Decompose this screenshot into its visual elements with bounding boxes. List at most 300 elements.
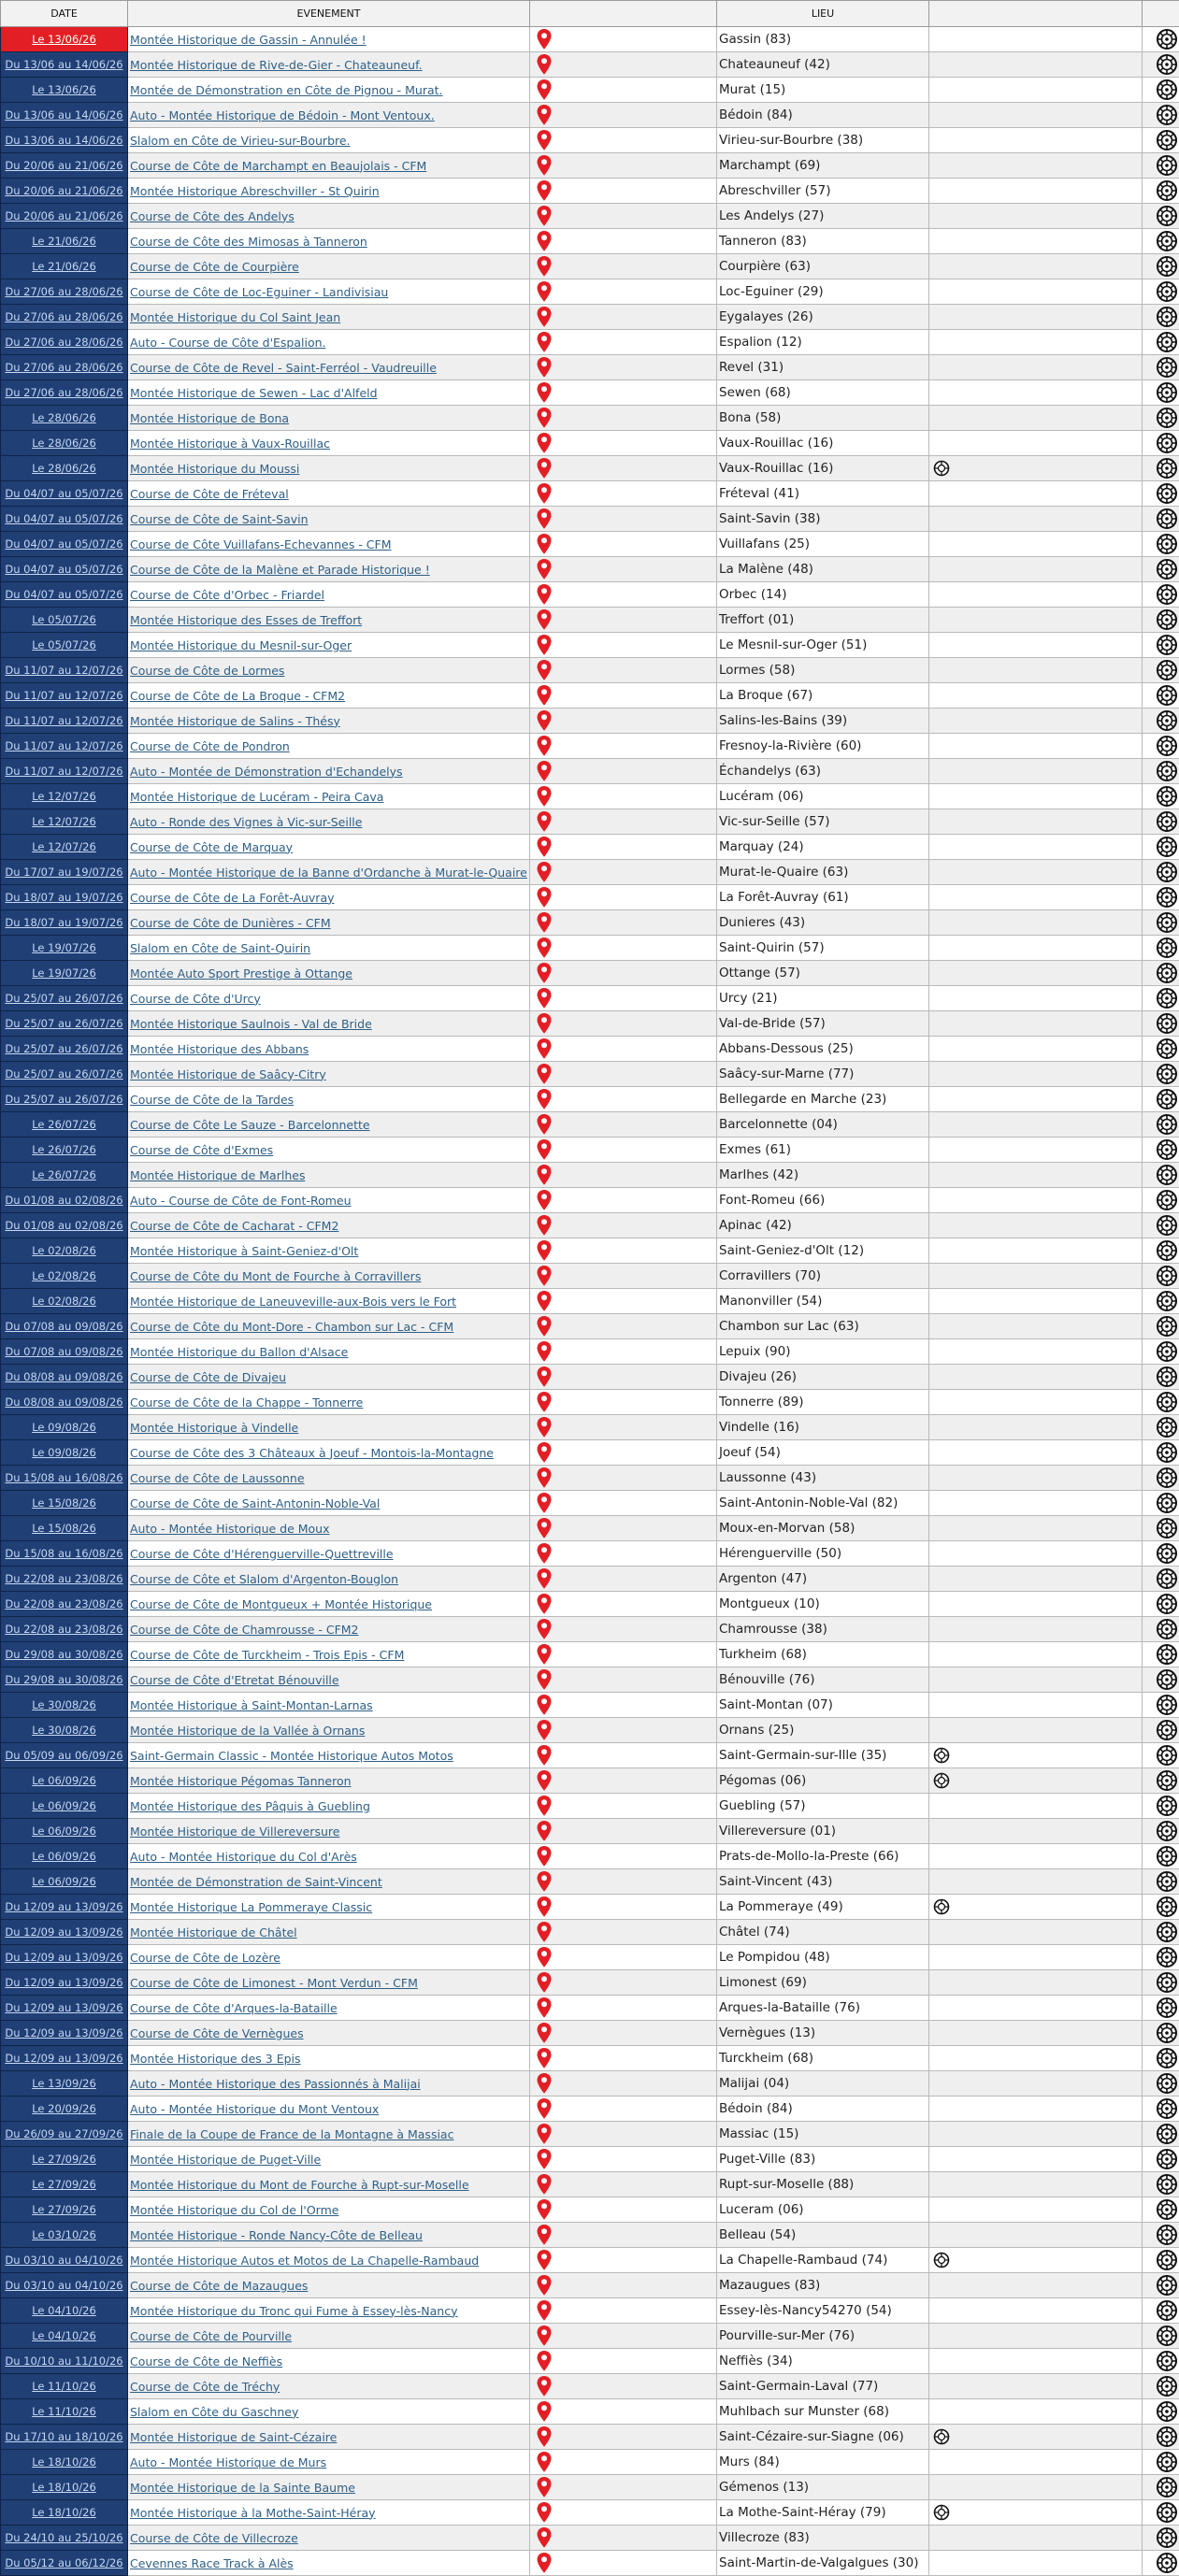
date-link[interactable]: Du 12/09 au 13/09/26 bbox=[5, 1900, 122, 1913]
club-logo-icon[interactable] bbox=[1154, 1596, 1178, 1610]
event-link[interactable]: Course de Côte Vuillafans-Echevannes - CFM bbox=[130, 537, 392, 551]
event-link[interactable]: Course de Côte de Pondron bbox=[130, 739, 290, 753]
map-pin-icon[interactable] bbox=[536, 2097, 714, 2120]
event-link[interactable]: Montée Historique du Col de l'Orme bbox=[130, 2203, 338, 2217]
event-link[interactable]: Course de Côte Le Sauze - Barcelonnette bbox=[130, 1118, 370, 1132]
map-pin-icon[interactable] bbox=[536, 2325, 714, 2347]
date-link[interactable]: Du 13/06 au 14/06/26 bbox=[5, 58, 122, 71]
map-pin-icon[interactable] bbox=[536, 432, 714, 454]
map-pin-icon[interactable] bbox=[536, 1820, 714, 1842]
map-pin-icon[interactable] bbox=[536, 1542, 714, 1565]
club-logo-icon[interactable] bbox=[1154, 284, 1178, 298]
date-link[interactable]: Le 18/10/26 bbox=[32, 2455, 96, 2469]
badge-icon[interactable] bbox=[933, 461, 950, 475]
date-link[interactable]: Du 11/07 au 12/07/26 bbox=[5, 689, 122, 702]
event-link[interactable]: Slalom en Côte de Saint-Quirin bbox=[130, 941, 310, 955]
club-logo-icon[interactable] bbox=[1154, 537, 1178, 551]
club-logo-icon[interactable] bbox=[1154, 2253, 1178, 2267]
map-pin-icon[interactable] bbox=[536, 1416, 714, 1438]
event-link[interactable]: Course de Côte de Cacharat - CFM2 bbox=[130, 1219, 338, 1233]
event-link[interactable]: Montée Historique Saulnois - Val de Bride bbox=[130, 1017, 372, 1031]
event-link[interactable]: Auto - Montée Historique de Murs bbox=[130, 2455, 326, 2469]
event-link[interactable]: Course de Côte de La Broque - CFM2 bbox=[130, 689, 345, 703]
map-pin-icon[interactable] bbox=[536, 937, 714, 959]
date-link[interactable]: Le 18/10/26 bbox=[32, 2481, 96, 2494]
map-pin-icon[interactable] bbox=[536, 1492, 714, 1514]
club-logo-icon[interactable] bbox=[1154, 1344, 1178, 1358]
club-logo-icon[interactable] bbox=[1154, 82, 1178, 96]
map-pin-icon[interactable] bbox=[536, 1618, 714, 1640]
event-link[interactable]: Montée Historique - Ronde Nancy-Côte de Belleau bbox=[130, 2228, 423, 2242]
event-link[interactable]: Course de Côte de Courpière bbox=[130, 260, 299, 274]
event-link[interactable]: Montée Historique des Pâquis à Guebling bbox=[130, 1799, 370, 1813]
map-pin-icon[interactable] bbox=[536, 836, 714, 858]
date-link[interactable]: Le 21/06/26 bbox=[32, 235, 96, 248]
club-logo-icon[interactable] bbox=[1154, 183, 1178, 197]
date-link[interactable]: Du 15/08 au 16/08/26 bbox=[5, 1471, 122, 1484]
map-pin-icon[interactable] bbox=[536, 179, 714, 202]
club-logo-icon[interactable] bbox=[1154, 1395, 1178, 1409]
event-link[interactable]: Course de Côte du Mont de Fourche à Corravillers bbox=[130, 1269, 421, 1283]
date-link[interactable]: Le 15/08/26 bbox=[32, 1522, 96, 1535]
date-link[interactable]: Le 28/06/26 bbox=[32, 436, 96, 450]
event-link[interactable]: Auto - Montée Historique du Mont Ventoux bbox=[130, 2102, 379, 2116]
event-link[interactable]: Course de Côte de La Forêt-Auvray bbox=[130, 891, 335, 905]
map-pin-icon[interactable] bbox=[536, 861, 714, 883]
map-pin-icon[interactable] bbox=[536, 1113, 714, 1136]
event-link[interactable]: Montée Historique des 3 Epis bbox=[130, 2052, 301, 2066]
event-link[interactable]: Montée Historique à Saint-Montan-Larnas bbox=[130, 1698, 373, 1712]
event-link[interactable]: Montée Historique de Sewen - Lac d'Alfeld bbox=[130, 386, 378, 400]
map-pin-icon[interactable] bbox=[536, 1845, 714, 1868]
event-link[interactable]: Montée Historique de Laneuveville-aux-Bois vers le Fort bbox=[130, 1295, 456, 1309]
date-link[interactable]: Le 12/07/26 bbox=[32, 790, 96, 803]
event-link[interactable]: Cevennes Race Track à Alès bbox=[130, 2556, 294, 2570]
event-link[interactable]: Course de Côte des Andelys bbox=[130, 209, 295, 223]
club-logo-icon[interactable] bbox=[1154, 587, 1178, 601]
date-link[interactable]: Le 13/06/26 bbox=[32, 33, 96, 46]
map-pin-icon[interactable] bbox=[536, 1719, 714, 1741]
event-link[interactable]: Montée Historique de Saint-Cézaire bbox=[130, 2430, 337, 2444]
date-link[interactable]: Du 12/09 au 13/09/26 bbox=[5, 1925, 122, 1939]
event-link[interactable]: Course de Côte de Chamrousse - CFM2 bbox=[130, 1623, 359, 1637]
club-logo-icon[interactable] bbox=[1154, 410, 1178, 424]
date-link[interactable]: Le 02/08/26 bbox=[32, 1295, 96, 1308]
map-pin-icon[interactable] bbox=[536, 709, 714, 732]
club-logo-icon[interactable] bbox=[1154, 839, 1178, 853]
event-link[interactable]: Course de Côte de Vernègues bbox=[130, 2026, 304, 2040]
date-link[interactable]: Du 04/07 au 05/07/26 bbox=[5, 537, 122, 551]
club-logo-icon[interactable] bbox=[1154, 1697, 1178, 1711]
date-link[interactable]: Du 12/09 au 13/09/26 bbox=[5, 2026, 122, 2039]
date-link[interactable]: Du 11/07 au 12/07/26 bbox=[5, 664, 122, 677]
map-pin-icon[interactable] bbox=[536, 1971, 714, 1994]
date-link[interactable]: Du 25/07 au 26/07/26 bbox=[5, 1093, 122, 1106]
map-pin-icon[interactable] bbox=[536, 1870, 714, 1893]
event-link[interactable]: Montée Historique de Lucéram - Peira Cava bbox=[130, 790, 383, 804]
map-pin-icon[interactable] bbox=[536, 1567, 714, 1590]
club-logo-icon[interactable] bbox=[1154, 335, 1178, 349]
map-pin-icon[interactable] bbox=[536, 533, 714, 555]
club-logo-icon[interactable] bbox=[1154, 1268, 1178, 1282]
club-logo-icon[interactable] bbox=[1154, 1748, 1178, 1762]
club-logo-icon[interactable] bbox=[1154, 2051, 1178, 2065]
map-pin-icon[interactable] bbox=[536, 2350, 714, 2372]
map-pin-icon[interactable] bbox=[536, 760, 714, 782]
event-link[interactable]: Montée Auto Sport Prestige à Ottange bbox=[130, 966, 352, 980]
map-pin-icon[interactable] bbox=[536, 1744, 714, 1767]
event-link[interactable]: Montée Historique Abreschviller - St Quirin bbox=[130, 184, 380, 198]
date-link[interactable]: Le 04/10/26 bbox=[32, 2304, 96, 2317]
map-pin-icon[interactable] bbox=[536, 2072, 714, 2095]
date-link[interactable]: Le 27/09/26 bbox=[32, 2178, 96, 2191]
event-link[interactable]: Montée Historique de Saâcy-Citry bbox=[130, 1067, 326, 1081]
badge-icon[interactable] bbox=[933, 1748, 950, 1762]
club-logo-icon[interactable] bbox=[1154, 940, 1178, 954]
event-link[interactable]: Slalom en Côte du Gaschney bbox=[130, 2405, 298, 2419]
date-link[interactable]: Du 11/07 au 12/07/26 bbox=[5, 714, 122, 727]
date-link[interactable]: Le 21/06/26 bbox=[32, 260, 96, 273]
map-pin-icon[interactable] bbox=[536, 1921, 714, 1943]
event-link[interactable]: Auto - Course de Côte de Font-Romeu bbox=[130, 1194, 352, 1208]
map-pin-icon[interactable] bbox=[536, 1063, 714, 1085]
date-link[interactable]: Du 04/07 au 05/07/26 bbox=[5, 487, 122, 500]
map-pin-icon[interactable] bbox=[536, 684, 714, 707]
club-logo-icon[interactable] bbox=[1154, 1470, 1178, 1484]
map-pin-icon[interactable] bbox=[536, 2451, 714, 2473]
event-link[interactable]: Auto - Montée Historique de la Banne d'Ordanche à Murat-le-Quaire bbox=[130, 866, 527, 880]
event-link[interactable]: Course de Côte d'Etretat Bénouville bbox=[130, 1673, 339, 1687]
date-link[interactable]: Du 26/09 au 27/09/26 bbox=[5, 2127, 122, 2140]
event-link[interactable]: Course de Côte d'Exmes bbox=[130, 1143, 273, 1157]
date-link[interactable]: Du 20/06 au 21/06/26 bbox=[5, 159, 122, 172]
club-logo-icon[interactable] bbox=[1154, 1016, 1178, 1030]
date-link[interactable]: Du 13/06 au 14/06/26 bbox=[5, 134, 122, 147]
map-pin-icon[interactable] bbox=[536, 104, 714, 126]
map-pin-icon[interactable] bbox=[536, 2148, 714, 2170]
event-link[interactable]: Course de Côte d'Orbec - Friardel bbox=[130, 588, 324, 602]
event-link[interactable]: Montée Historique de Bona bbox=[130, 411, 289, 425]
map-pin-icon[interactable] bbox=[536, 1189, 714, 1211]
date-link[interactable]: Du 17/10 au 18/10/26 bbox=[5, 2430, 122, 2443]
map-pin-icon[interactable] bbox=[536, 2375, 714, 2397]
date-link[interactable]: Du 05/12 au 06/12/26 bbox=[5, 2556, 122, 2569]
club-logo-icon[interactable] bbox=[1154, 814, 1178, 828]
club-logo-icon[interactable] bbox=[1154, 2177, 1178, 2191]
club-logo-icon[interactable] bbox=[1154, 2379, 1178, 2393]
map-pin-icon[interactable] bbox=[536, 1088, 714, 1110]
club-logo-icon[interactable] bbox=[1154, 1041, 1178, 1055]
event-link[interactable]: Course de Côte de Villecroze bbox=[130, 2531, 298, 2545]
badge-icon[interactable] bbox=[933, 1773, 950, 1787]
club-logo-icon[interactable] bbox=[1154, 1874, 1178, 1888]
club-logo-icon[interactable] bbox=[1154, 966, 1178, 980]
club-logo-icon[interactable] bbox=[1154, 1773, 1178, 1787]
date-link[interactable]: Du 27/06 au 28/06/26 bbox=[5, 361, 122, 374]
date-link[interactable]: Du 08/08 au 09/08/26 bbox=[5, 1395, 122, 1409]
club-logo-icon[interactable] bbox=[1154, 2454, 1178, 2469]
date-link[interactable]: Du 27/06 au 28/06/26 bbox=[5, 386, 122, 399]
club-logo-icon[interactable] bbox=[1154, 1066, 1178, 1080]
map-pin-icon[interactable] bbox=[536, 2299, 714, 2322]
club-logo-icon[interactable] bbox=[1154, 1824, 1178, 1838]
club-logo-icon[interactable] bbox=[1154, 1243, 1178, 1257]
event-link[interactable]: Montée Historique Autos et Motos de La Chapelle-Rambaud bbox=[130, 2254, 479, 2268]
map-pin-icon[interactable] bbox=[536, 306, 714, 328]
date-link[interactable]: Le 28/06/26 bbox=[32, 411, 96, 424]
event-link[interactable]: Montée Historique des Esses de Treffort bbox=[130, 613, 362, 627]
map-pin-icon[interactable] bbox=[536, 255, 714, 278]
date-link[interactable]: Le 19/07/26 bbox=[32, 966, 96, 980]
event-link[interactable]: Montée de Démonstration de Saint-Vincent bbox=[130, 1875, 382, 1889]
club-logo-icon[interactable] bbox=[1154, 208, 1178, 222]
date-link[interactable]: Du 15/08 au 16/08/26 bbox=[5, 1547, 122, 1560]
club-logo-icon[interactable] bbox=[1154, 107, 1178, 122]
date-link[interactable]: Du 04/07 au 05/07/26 bbox=[5, 563, 122, 576]
date-link[interactable]: Le 20/09/26 bbox=[32, 2102, 96, 2115]
map-pin-icon[interactable] bbox=[536, 1795, 714, 1817]
event-link[interactable]: Course de Côte de Tréchy bbox=[130, 2380, 280, 2394]
date-link[interactable]: Le 06/09/26 bbox=[32, 1774, 96, 1787]
club-logo-icon[interactable] bbox=[1154, 1723, 1178, 1737]
map-pin-icon[interactable] bbox=[536, 1441, 714, 1464]
date-link[interactable]: Le 02/08/26 bbox=[32, 1244, 96, 1257]
map-pin-icon[interactable] bbox=[536, 1769, 714, 1792]
event-link[interactable]: Montée Historique du Mont de Fourche à Rupt-sur-Moselle bbox=[130, 2178, 469, 2192]
map-pin-icon[interactable] bbox=[536, 129, 714, 151]
event-link[interactable]: Course de Côte de Fréteval bbox=[130, 487, 289, 501]
map-pin-icon[interactable] bbox=[536, 53, 714, 76]
date-link[interactable]: Le 06/09/26 bbox=[32, 1850, 96, 1863]
date-link[interactable]: Le 19/07/26 bbox=[32, 941, 96, 954]
map-pin-icon[interactable] bbox=[536, 457, 714, 479]
club-logo-icon[interactable] bbox=[1154, 385, 1178, 399]
event-link[interactable]: Course de Côte de Revel - Saint-Ferréol - Vaudreuille bbox=[130, 361, 437, 375]
date-link[interactable]: Du 03/10 au 04/10/26 bbox=[5, 2254, 122, 2267]
date-link[interactable]: Du 20/06 au 21/06/26 bbox=[5, 209, 122, 222]
date-link[interactable]: Le 12/07/26 bbox=[32, 815, 96, 828]
event-link[interactable]: Montée Historique de Villereversure bbox=[130, 1825, 339, 1839]
event-link[interactable]: Course de Côte de Dunières - CFM bbox=[130, 916, 331, 930]
date-link[interactable]: Du 12/09 au 13/09/26 bbox=[5, 1976, 122, 1989]
date-link[interactable]: Du 05/09 au 06/09/26 bbox=[5, 1749, 122, 1762]
club-logo-icon[interactable] bbox=[1154, 2126, 1178, 2140]
map-pin-icon[interactable] bbox=[536, 1214, 714, 1237]
date-link[interactable]: Le 06/09/26 bbox=[32, 1799, 96, 1812]
club-logo-icon[interactable] bbox=[1154, 1445, 1178, 1459]
event-link[interactable]: Course de Côte du Mont-Dore - Chambon sur Lac - CFM bbox=[130, 1320, 453, 1334]
date-link[interactable]: Le 11/10/26 bbox=[32, 2380, 96, 2393]
date-link[interactable]: Du 29/08 au 30/08/26 bbox=[5, 1673, 122, 1686]
date-link[interactable]: Le 30/08/26 bbox=[32, 1698, 96, 1711]
date-link[interactable]: Le 03/10/26 bbox=[32, 2228, 96, 2241]
map-pin-icon[interactable] bbox=[536, 1467, 714, 1489]
club-logo-icon[interactable] bbox=[1154, 2227, 1178, 2241]
date-link[interactable]: Du 12/09 au 13/09/26 bbox=[5, 2001, 122, 2014]
event-link[interactable]: Montée Historique de Salins - Thésy bbox=[130, 714, 340, 728]
date-link[interactable]: Le 13/06/26 bbox=[32, 83, 96, 96]
club-logo-icon[interactable] bbox=[1154, 1294, 1178, 1308]
event-link[interactable]: Course de Côte d'Arques-la-Bataille bbox=[130, 2001, 338, 2015]
club-logo-icon[interactable] bbox=[1154, 637, 1178, 651]
event-link[interactable]: Montée Historique du Col Saint Jean bbox=[130, 310, 340, 324]
map-pin-icon[interactable] bbox=[536, 962, 714, 984]
club-logo-icon[interactable] bbox=[1154, 688, 1178, 702]
club-logo-icon[interactable] bbox=[1154, 2000, 1178, 2014]
event-link[interactable]: Course de Côte de Divajeu bbox=[130, 1370, 286, 1384]
event-link[interactable]: Course de Côte de Montgueux + Montée Historique bbox=[130, 1597, 432, 1611]
date-link[interactable]: Le 05/07/26 bbox=[32, 638, 96, 651]
date-link[interactable]: Du 12/09 au 13/09/26 bbox=[5, 1951, 122, 1964]
event-link[interactable]: Course de Côte de Lozère bbox=[130, 1951, 280, 1965]
club-logo-icon[interactable] bbox=[1154, 2101, 1178, 2115]
map-pin-icon[interactable] bbox=[536, 1290, 714, 1312]
map-pin-icon[interactable] bbox=[536, 1946, 714, 1968]
date-link[interactable]: Du 07/08 au 09/08/26 bbox=[5, 1345, 122, 1358]
club-logo-icon[interactable] bbox=[1154, 1218, 1178, 1232]
event-link[interactable]: Course de Côte de la Malène et Parade Historique ! bbox=[130, 563, 430, 577]
map-pin-icon[interactable] bbox=[536, 356, 714, 379]
date-link[interactable]: Le 09/08/26 bbox=[32, 1446, 96, 1459]
badge-icon[interactable] bbox=[933, 1899, 950, 1913]
map-pin-icon[interactable] bbox=[536, 1996, 714, 2019]
event-link[interactable]: Montée Historique du Tronc qui Fume à Essey-lès-Nancy bbox=[130, 2304, 457, 2318]
club-logo-icon[interactable] bbox=[1154, 2555, 1178, 2569]
date-link[interactable]: Du 10/10 au 11/10/26 bbox=[5, 2354, 122, 2368]
event-link[interactable]: Auto - Montée Historique de Moux bbox=[130, 1522, 330, 1536]
date-link[interactable]: Du 22/08 au 23/08/26 bbox=[5, 1572, 122, 1585]
map-pin-icon[interactable] bbox=[536, 79, 714, 101]
club-logo-icon[interactable] bbox=[1154, 2404, 1178, 2418]
club-logo-icon[interactable] bbox=[1154, 562, 1178, 576]
club-logo-icon[interactable] bbox=[1154, 663, 1178, 677]
club-logo-icon[interactable] bbox=[1154, 2328, 1178, 2342]
club-logo-icon[interactable] bbox=[1154, 789, 1178, 803]
club-logo-icon[interactable] bbox=[1154, 2354, 1178, 2368]
event-link[interactable]: Course de Côte de Lormes bbox=[130, 664, 284, 678]
club-logo-icon[interactable] bbox=[1154, 612, 1178, 626]
map-pin-icon[interactable] bbox=[536, 1239, 714, 1262]
date-link[interactable]: Du 11/07 au 12/07/26 bbox=[5, 739, 122, 752]
club-logo-icon[interactable] bbox=[1154, 133, 1178, 147]
map-pin-icon[interactable] bbox=[536, 1517, 714, 1539]
date-link[interactable]: Du 22/08 au 23/08/26 bbox=[5, 1597, 122, 1610]
event-link[interactable]: Montée Historique à la Mothe-Saint-Héray bbox=[130, 2506, 376, 2520]
event-link[interactable]: Auto - Montée Historique du Col d'Arès bbox=[130, 1850, 357, 1864]
date-link[interactable]: Du 25/07 au 26/07/26 bbox=[5, 1017, 122, 1030]
map-pin-icon[interactable] bbox=[536, 508, 714, 530]
club-logo-icon[interactable] bbox=[1154, 1369, 1178, 1383]
map-pin-icon[interactable] bbox=[536, 886, 714, 909]
club-logo-icon[interactable] bbox=[1154, 1849, 1178, 1863]
map-pin-icon[interactable] bbox=[536, 2224, 714, 2246]
date-link[interactable]: Du 11/07 au 12/07/26 bbox=[5, 765, 122, 778]
badge-icon[interactable] bbox=[933, 2253, 950, 2267]
map-pin-icon[interactable] bbox=[536, 1340, 714, 1363]
club-logo-icon[interactable] bbox=[1154, 1521, 1178, 1535]
map-pin-icon[interactable] bbox=[536, 381, 714, 404]
event-link[interactable]: Course de Côte de la Tardes bbox=[130, 1093, 294, 1107]
event-link[interactable]: Montée Historique à Saint-Geniez-d'Olt bbox=[130, 1244, 358, 1258]
event-link[interactable]: Saint-Germain Classic - Montée Historique Autos Motos bbox=[130, 1749, 453, 1763]
date-link[interactable]: Du 25/07 au 26/07/26 bbox=[5, 992, 122, 1005]
date-link[interactable]: Le 27/09/26 bbox=[32, 2153, 96, 2166]
club-logo-icon[interactable] bbox=[1154, 1546, 1178, 1560]
event-link[interactable]: Montée Historique de la Vallée à Ornans bbox=[130, 1724, 365, 1738]
event-link[interactable]: Course de Côte et Slalom d'Argenton-Bouglon bbox=[130, 1572, 398, 1586]
event-link[interactable]: Course de Côte de Mazaugues bbox=[130, 2279, 308, 2293]
club-logo-icon[interactable] bbox=[1154, 1925, 1178, 1939]
club-logo-icon[interactable] bbox=[1154, 1117, 1178, 1131]
date-link[interactable]: Le 18/10/26 bbox=[32, 2506, 96, 2519]
date-link[interactable]: Du 27/06 au 28/06/26 bbox=[5, 336, 122, 349]
club-logo-icon[interactable] bbox=[1154, 2152, 1178, 2166]
club-logo-icon[interactable] bbox=[1154, 1899, 1178, 1913]
date-link[interactable]: Du 12/09 au 13/09/26 bbox=[5, 2052, 122, 2065]
club-logo-icon[interactable] bbox=[1154, 1092, 1178, 1106]
date-link[interactable]: Du 18/07 au 19/07/26 bbox=[5, 916, 122, 929]
date-link[interactable]: Du 01/08 au 02/08/26 bbox=[5, 1219, 122, 1232]
map-pin-icon[interactable] bbox=[536, 2173, 714, 2196]
map-pin-icon[interactable] bbox=[536, 2501, 714, 2524]
club-logo-icon[interactable] bbox=[1154, 486, 1178, 500]
club-logo-icon[interactable] bbox=[1154, 865, 1178, 879]
date-link[interactable]: Le 30/08/26 bbox=[32, 1724, 96, 1737]
event-link[interactable]: Montée Historique du Moussi bbox=[130, 462, 299, 476]
date-link[interactable]: Le 26/07/26 bbox=[32, 1168, 96, 1181]
date-link[interactable]: Du 24/10 au 25/10/26 bbox=[5, 2531, 122, 2544]
map-pin-icon[interactable] bbox=[536, 1896, 714, 1918]
event-link[interactable]: Auto - Montée Historique des Passionnés à Malijai bbox=[130, 2077, 421, 2091]
date-link[interactable]: Du 29/08 au 30/08/26 bbox=[5, 1648, 122, 1661]
map-pin-icon[interactable] bbox=[536, 2198, 714, 2221]
club-logo-icon[interactable] bbox=[1154, 1167, 1178, 1181]
club-logo-icon[interactable] bbox=[1154, 158, 1178, 172]
map-pin-icon[interactable] bbox=[536, 1265, 714, 1287]
club-logo-icon[interactable] bbox=[1154, 1798, 1178, 1812]
event-link[interactable]: Auto - Course de Côte d'Espalion. bbox=[130, 336, 326, 350]
event-link[interactable]: Course de Côte de la Chappe - Tonnerre bbox=[130, 1395, 363, 1410]
map-pin-icon[interactable] bbox=[536, 1694, 714, 1716]
map-pin-icon[interactable] bbox=[536, 911, 714, 934]
event-link[interactable]: Montée Historique de Marlhes bbox=[130, 1168, 305, 1182]
event-link[interactable]: Course de Côte de Saint-Savin bbox=[130, 512, 309, 526]
date-link[interactable]: Du 22/08 au 23/08/26 bbox=[5, 1623, 122, 1636]
date-link[interactable]: Le 12/07/26 bbox=[32, 840, 96, 853]
event-link[interactable]: Course de Côte de Saint-Antonin-Noble-Val bbox=[130, 1496, 380, 1510]
map-pin-icon[interactable] bbox=[536, 634, 714, 656]
date-link[interactable]: Du 03/10 au 04/10/26 bbox=[5, 2279, 122, 2292]
badge-icon[interactable] bbox=[933, 2429, 950, 2443]
date-link[interactable]: Le 06/09/26 bbox=[32, 1875, 96, 1888]
map-pin-icon[interactable] bbox=[536, 1012, 714, 1035]
event-link[interactable]: Course de Côte d'Urcy bbox=[130, 992, 261, 1006]
map-pin-icon[interactable] bbox=[536, 2552, 714, 2574]
event-link[interactable]: Course de Côte de Turckheim - Trois Epis - CFM bbox=[130, 1648, 404, 1662]
event-link[interactable]: Montée Historique La Pommeraye Classic bbox=[130, 1900, 372, 1914]
map-pin-icon[interactable] bbox=[536, 2526, 714, 2549]
event-link[interactable]: Montée Historique de Châtel bbox=[130, 1925, 297, 1939]
club-logo-icon[interactable] bbox=[1154, 738, 1178, 752]
club-logo-icon[interactable] bbox=[1154, 1647, 1178, 1661]
event-link[interactable]: Auto - Ronde des Vignes à Vic-sur-Seille bbox=[130, 815, 362, 829]
club-logo-icon[interactable] bbox=[1154, 1950, 1178, 1964]
event-link[interactable]: Course de Côte de Limonest - Mont Verdun - CFM bbox=[130, 1976, 418, 1990]
event-link[interactable]: Course de Côte de Neffiès bbox=[130, 2354, 282, 2368]
club-logo-icon[interactable] bbox=[1154, 32, 1178, 46]
date-link[interactable]: Le 05/07/26 bbox=[32, 613, 96, 626]
map-pin-icon[interactable] bbox=[536, 785, 714, 808]
